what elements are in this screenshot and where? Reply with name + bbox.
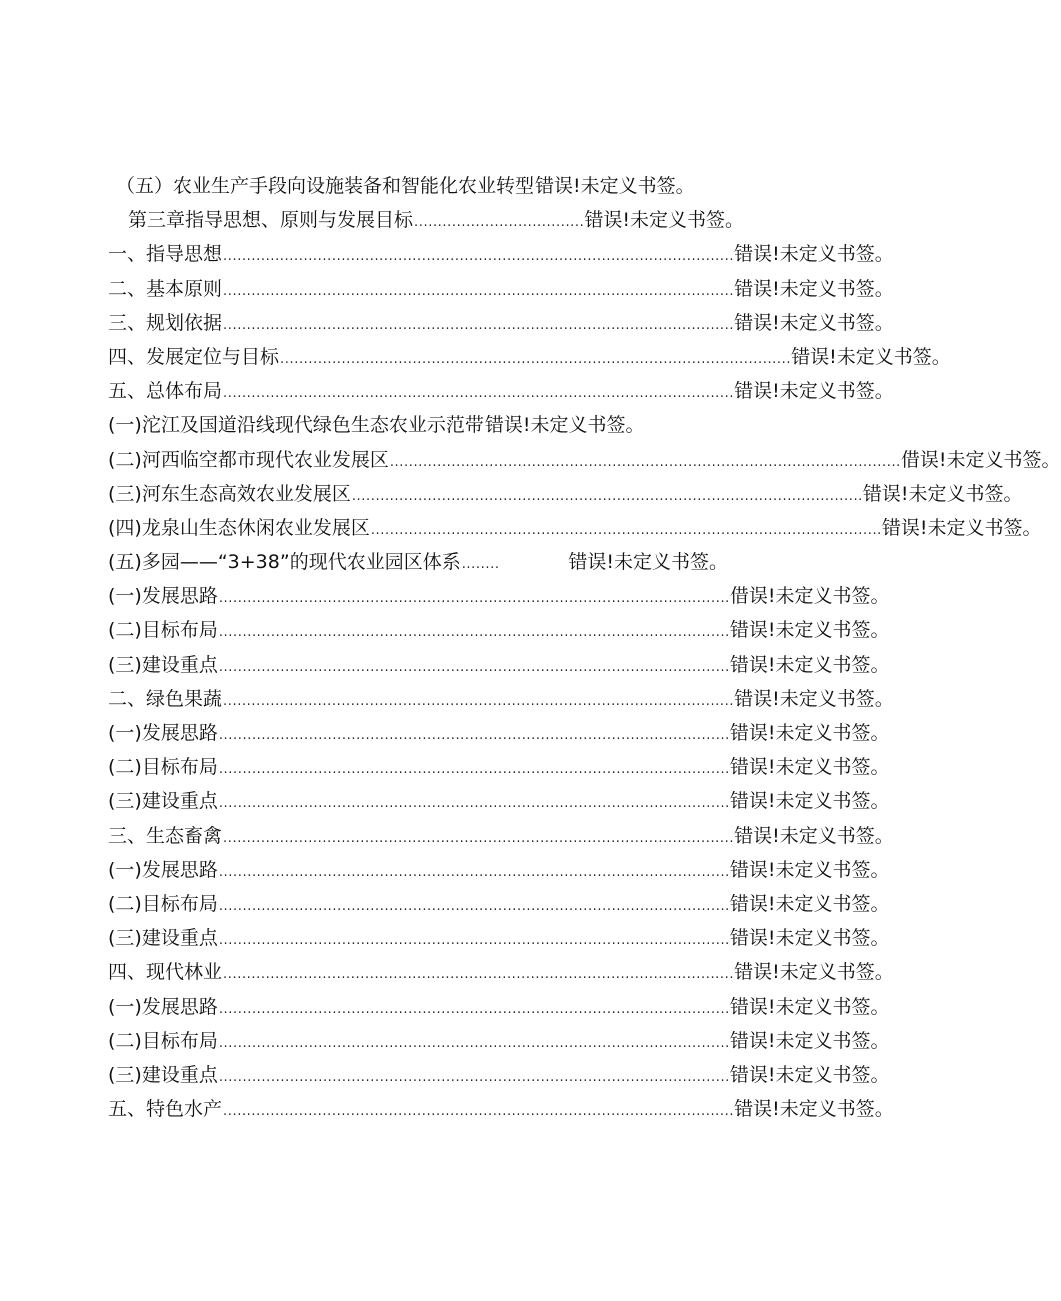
toc-entry[interactable]: [108, 511, 1042, 545]
toc-entry-leader: ............................................................................................................: [223, 967, 735, 983]
toc-entry-leader: ............................................................................................................: [370, 522, 882, 538]
toc-entry-leader: ............................................................................................................: [218, 762, 730, 778]
toc-entry[interactable]: [108, 374, 894, 408]
toc-entry[interactable]: [108, 784, 890, 818]
toc-entry-leader: ............................................................................................................: [223, 249, 735, 265]
toc-entry[interactable]: [108, 272, 894, 306]
toc-entry-leader: ........: [461, 557, 500, 573]
toc-entry-page-ref: 错误!未定义书签。: [734, 277, 894, 300]
toc-entry-page-ref: 错误!未定义书签。: [729, 653, 890, 676]
toc-entry-page-ref: 错误!未定义书签。: [729, 1063, 890, 1086]
toc-entry-title: (三)建设重点: [108, 927, 218, 950]
toc-entry-leader: ............................................................................................................: [351, 488, 863, 504]
toc-entry-title: (一)发展思路: [108, 585, 218, 608]
toc-entry-title: (二)河西临空都市现代农业发展区: [108, 448, 389, 471]
toc-entry-leader: ............................................................................................................: [218, 659, 730, 675]
toc-entry-page-ref: 错误!未定义书签。: [734, 824, 894, 847]
toc-entry-page-ref: 错误!未定义书签。: [734, 961, 894, 984]
toc-entry-leader: ............................................................................................................: [223, 1104, 735, 1120]
toc-entry-page-ref: 借误!未定义书签。: [900, 448, 1061, 471]
toc-entry-page-ref: 错误!未定义书签。: [484, 414, 645, 437]
toc-entry-leader: ............................................................................................................: [218, 1069, 730, 1085]
toc-entry-title: (三)河东生态高效农业发展区: [108, 482, 351, 505]
toc-entry-title: (一)沱江及国道沿线现代绿色生态农业示范带: [108, 414, 484, 437]
toc-entry-title: 二、绿色果蔬: [108, 687, 223, 710]
toc-entry-title: 一、指导思想: [108, 243, 223, 266]
toc-entry[interactable]: [108, 887, 890, 921]
toc-entry-title: 第三章指导思想、原则与发展目标: [128, 209, 414, 232]
toc-entry[interactable]: [108, 1024, 890, 1058]
toc-entry[interactable]: [108, 955, 894, 989]
toc-entry-leader: ............................................................................................................: [218, 625, 730, 641]
toc-entry-title: 三、规划依据: [108, 311, 223, 334]
toc-entry-title: (二)目标布局: [108, 756, 218, 779]
toc-entry[interactable]: [108, 1092, 894, 1126]
toc-entry-leader: ............................................................................................................: [218, 796, 730, 812]
toc-entry-page-ref: 错误!未定义书签。: [734, 687, 894, 710]
toc-entry[interactable]: [108, 853, 890, 887]
toc-entry-leader: ............................................................................................................: [218, 898, 730, 914]
toc-entry-title: (三)建设重点: [108, 790, 218, 813]
toc-entry-title: (二)目标布局: [108, 892, 218, 915]
toc-entry-title: 五、总体布局: [108, 380, 223, 403]
toc-entry[interactable]: [108, 443, 1061, 477]
toc-entry-leader: ............................................................................................................: [223, 693, 735, 709]
toc-entry-title: (二)目标布局: [108, 619, 218, 642]
toc-entry-page-ref: 错误!未定义书签。: [535, 175, 695, 197]
toc-entry[interactable]: [108, 579, 890, 613]
toc-entry[interactable]: [108, 819, 894, 853]
toc-entry[interactable]: [108, 169, 728, 203]
toc-entry-leader: ............................................................................................................: [218, 728, 730, 743]
toc-entry-page-ref: 错误!未定义书签。: [729, 756, 890, 779]
toc-entry[interactable]: [108, 545, 728, 579]
toc-entry[interactable]: [108, 921, 890, 955]
toc-entry-leader: ............................................................................................................: [223, 283, 735, 299]
toc-entry-page-ref: 错误!未定义书签。: [881, 516, 1042, 539]
toc-entry-leader: ............................................................................................................: [218, 1035, 730, 1051]
toc-entry-page-ref: 错误!未定义书签。: [734, 380, 894, 403]
toc-entry[interactable]: [108, 1058, 890, 1092]
toc-entry-title: 二、基本原则: [108, 277, 223, 300]
toc-entry[interactable]: [108, 648, 890, 682]
toc-entry-page-ref: 错误!未定义书签。: [729, 927, 890, 950]
toc-entry[interactable]: [108, 682, 894, 716]
toc-entry-title: (一)发展思路: [108, 995, 218, 1018]
toc-entry-title: (三)建设重点: [108, 653, 218, 676]
toc-entry-page-ref: 错误!未定义书签。: [568, 551, 728, 574]
toc-entry-page-ref: 错误!未定义书签。: [734, 1098, 894, 1121]
toc-entry-title: 五、特色水产: [108, 1098, 223, 1121]
toc-entry-page-ref: 错误!未定义书签。: [729, 790, 890, 813]
toc-entry-page-ref: 借误!未定义书签。: [729, 585, 890, 608]
toc-entry-leader: ............................................................................................................: [223, 386, 735, 402]
toc-entry-title: (五)多园——“3+38”的现代农业园区体系: [108, 551, 461, 574]
toc-entry[interactable]: [108, 750, 890, 784]
toc-entry-title: （五）农业生产手段向设施装备和智能化农业转型: [116, 175, 535, 197]
toc-entry[interactable]: [108, 203, 745, 237]
toc-entry-leader: ............................................................................................................: [223, 830, 735, 846]
toc-entry-leader: ............................................................................................................: [280, 351, 792, 367]
toc-entry-leader: ............................................................................................................: [218, 864, 730, 880]
toc-entry-leader: ............................................................................................................: [389, 454, 901, 470]
toc-entry-title: (四)龙泉山生态休闲农业发展区: [108, 516, 370, 539]
toc-entry-page-ref: 错误!未定义书签。: [729, 892, 890, 915]
toc-entry[interactable]: [108, 237, 894, 271]
toc-entry-leader: ............................................................................................................: [218, 1001, 730, 1017]
toc-entry-page-ref: 错误!未定义书签。: [862, 482, 1023, 505]
toc-entry-title: 三、生态畜禽: [108, 824, 223, 847]
toc-entry-leader: ............................................................................................................: [218, 591, 730, 607]
toc-entry-leader: ....................................: [414, 215, 585, 231]
toc-entry-title: (一)发展思路: [108, 722, 218, 744]
toc-entry-page-ref: 错误!未定义书签。: [734, 243, 894, 266]
toc-entry-page-ref: 错误!未定义书签。: [584, 209, 745, 232]
toc-entry[interactable]: [108, 477, 1023, 511]
toc-entry[interactable]: [108, 716, 890, 750]
toc-entry-page-ref: 错误!未定义书签。: [729, 858, 890, 881]
toc-entry[interactable]: [108, 990, 890, 1024]
toc-entry-leader: ............................................................................................................: [223, 317, 735, 333]
toc-entry[interactable]: [108, 340, 951, 374]
toc-entry-page-ref: 错误!未定义书签。: [729, 722, 890, 744]
toc-entry[interactable]: [108, 306, 894, 340]
toc-entry-title: (三)建设重点: [108, 1063, 218, 1086]
toc-entry[interactable]: [108, 613, 890, 647]
toc-entry-title: 四、发展定位与目标: [108, 345, 280, 368]
toc-entry-page-ref: 错误!未定义书签。: [729, 995, 890, 1018]
toc-entry-page-ref: 错误!未定义书签。: [729, 1029, 890, 1052]
toc-entry-leader: ............................................................................................................: [218, 933, 730, 949]
table-of-contents: [108, 169, 1061, 1126]
toc-entry-title: (一)发展思路: [108, 858, 218, 881]
toc-entry-title: (二)目标布局: [108, 1029, 218, 1052]
toc-entry-page-ref: 错误!未定义书签。: [734, 311, 894, 334]
toc-entry[interactable]: [108, 408, 728, 442]
toc-entry-title: 四、现代林业: [108, 961, 223, 984]
toc-entry-page-ref: 错误!未定义书签。: [791, 345, 951, 368]
toc-entry-page-ref: 错误!未定义书签。: [729, 619, 890, 642]
